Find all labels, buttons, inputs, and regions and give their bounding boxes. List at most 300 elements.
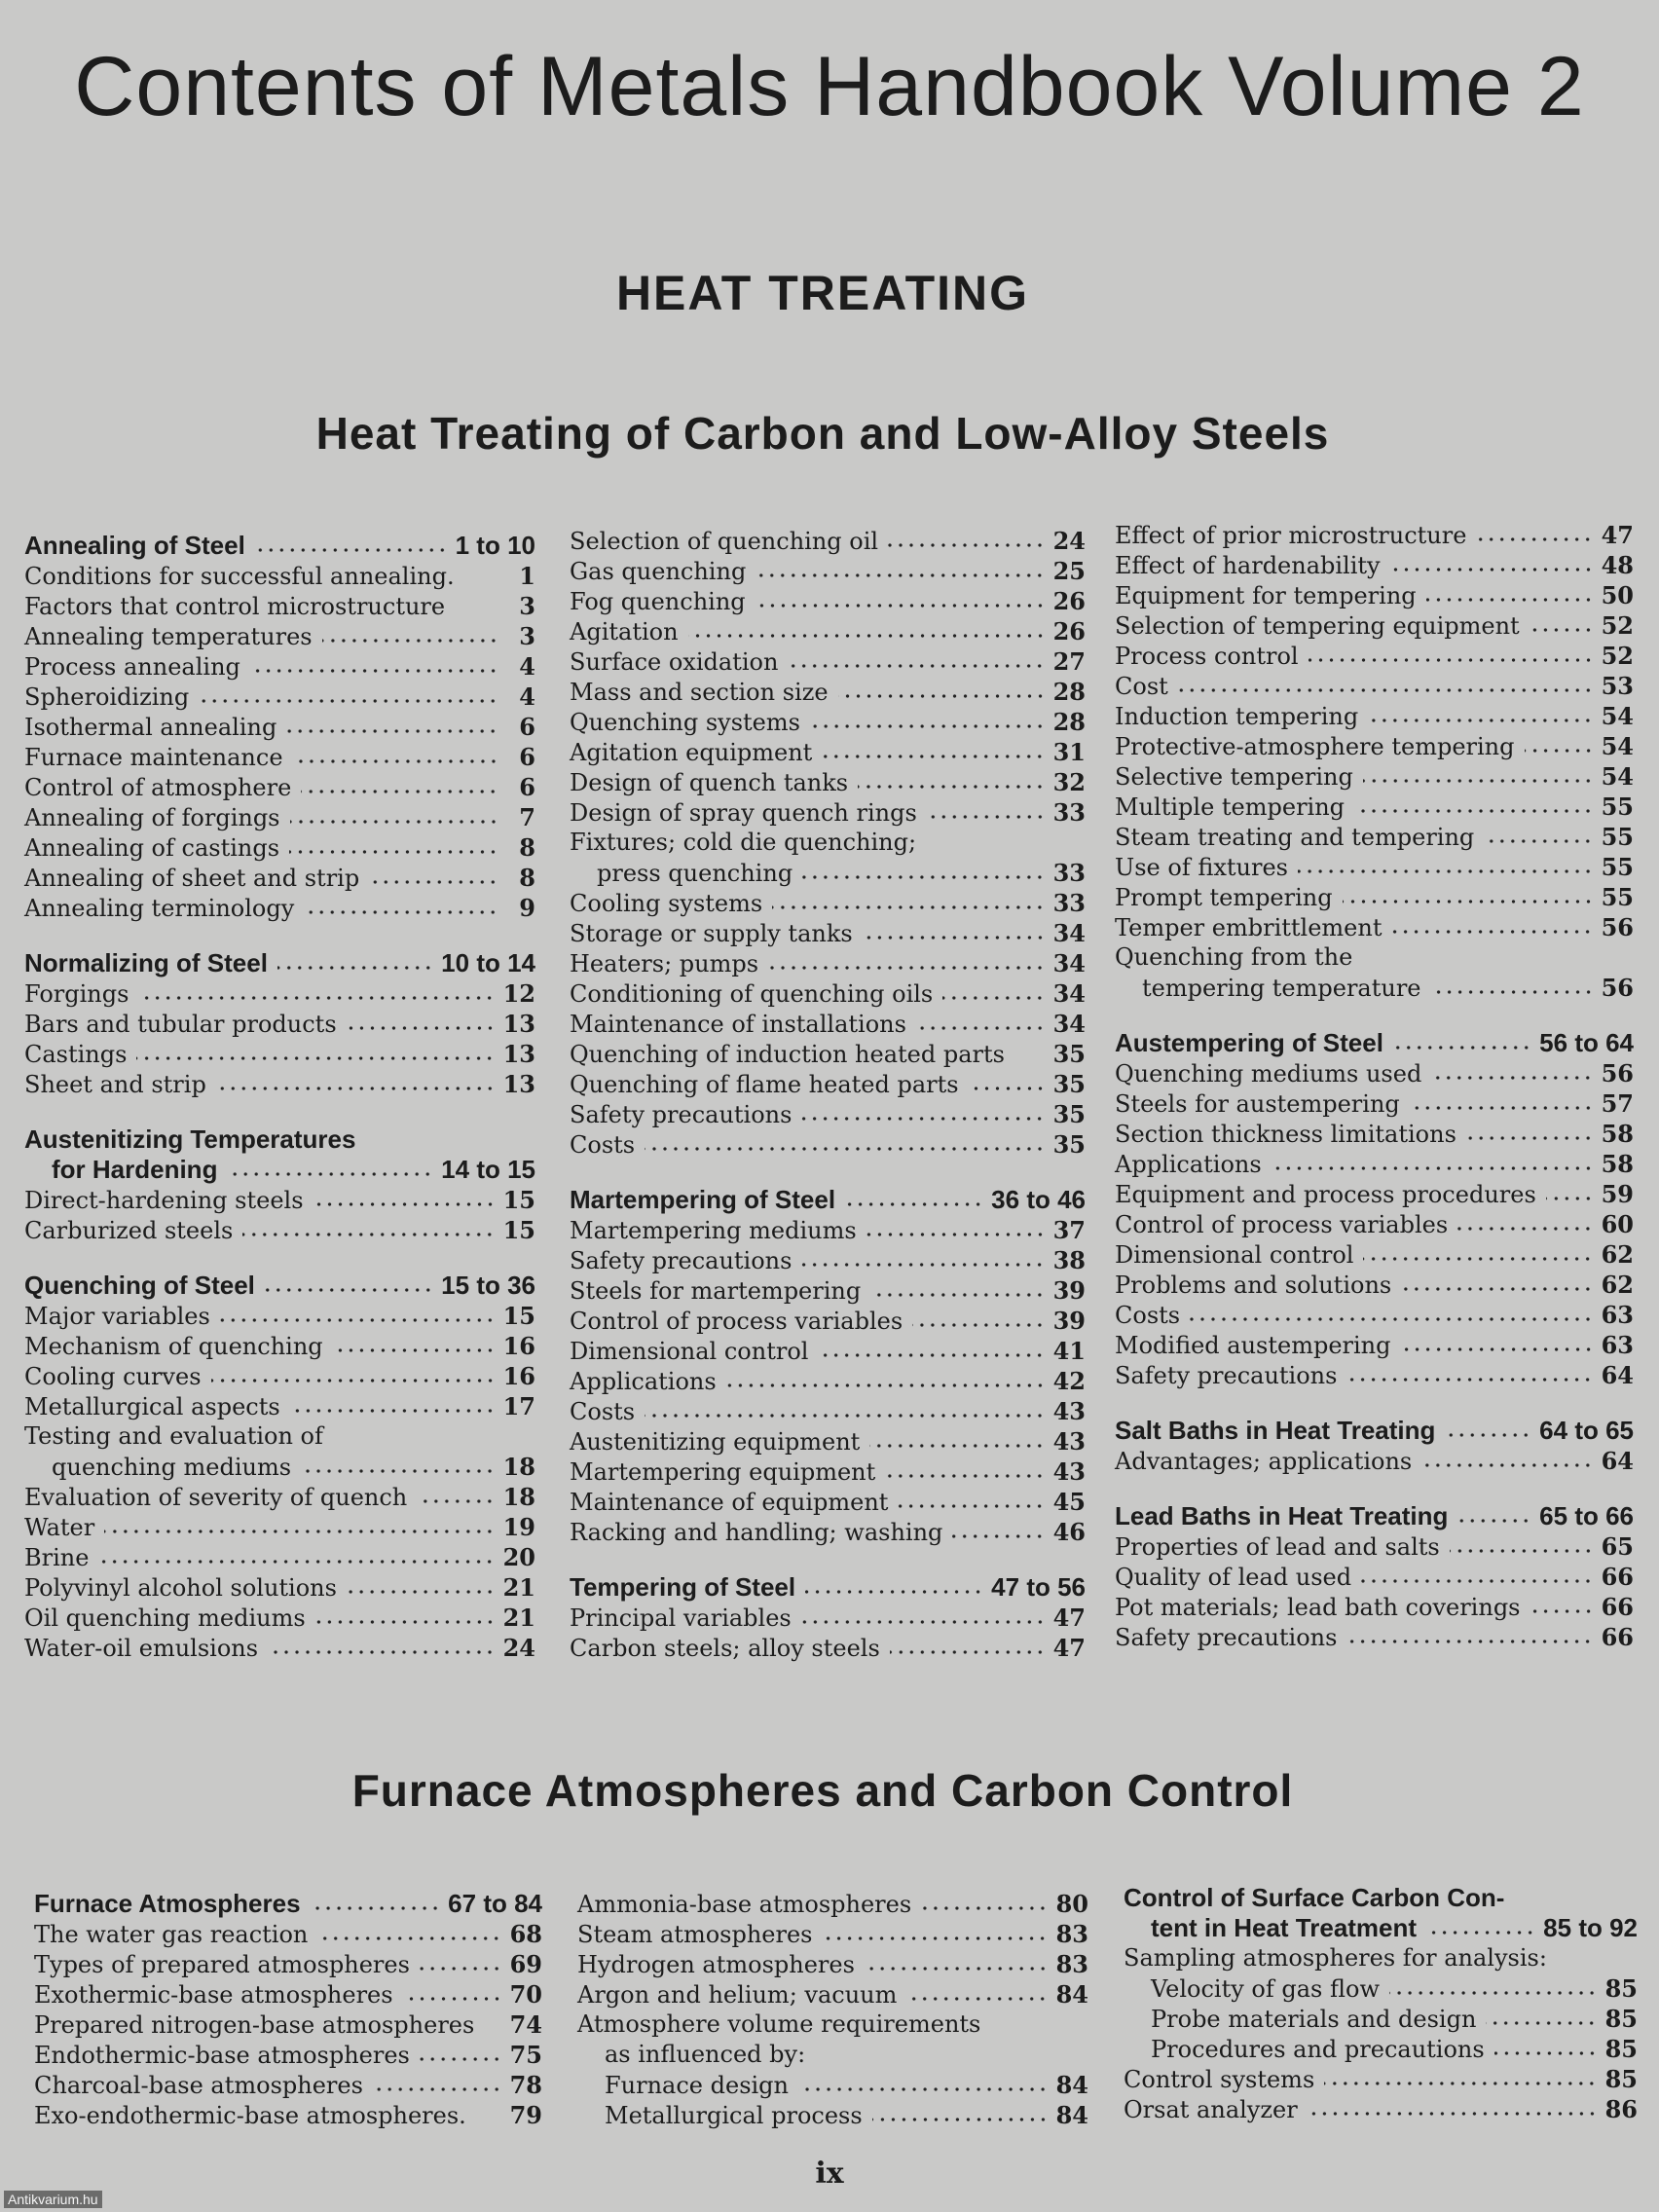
- dot-leader: [805, 1588, 983, 1596]
- dot-leader: [1368, 717, 1593, 724]
- dot-leader: [420, 1965, 502, 1972]
- page-ref: 39: [1052, 1307, 1086, 1335]
- page-ref: 1 to 10: [455, 531, 535, 560]
- toc-entry: [24, 1215, 535, 1245]
- entry-title: Control of process variables: [570, 1308, 903, 1335]
- dot-leader: [464, 576, 498, 584]
- page-ref: 6: [519, 773, 535, 801]
- page-ref: 47 to 56: [991, 1572, 1086, 1602]
- page-ref: 7: [519, 803, 535, 831]
- page-number: ix: [815, 2157, 844, 2191]
- page-ref: 20: [502, 1543, 535, 1571]
- page-ref: 24: [1052, 527, 1086, 555]
- toc-entry: [24, 1009, 535, 1039]
- dot-leader: [317, 1935, 501, 1942]
- entry-title: Martempering of Steel: [570, 1185, 836, 1214]
- dot-leader: [927, 813, 1046, 821]
- toc-entry: [1115, 1209, 1634, 1239]
- dot-leader: [942, 994, 1045, 1002]
- toc-column-1: [24, 531, 535, 1688]
- dot-leader: [1457, 1225, 1593, 1233]
- entry-title: Evaluation of severity of quench: [24, 1484, 408, 1511]
- toc-entry: [24, 1512, 535, 1542]
- entry-title: Fixtures; cold die quenching;: [570, 829, 917, 856]
- page-ref: 85: [1604, 1974, 1638, 2003]
- page-ref: 3: [519, 622, 535, 650]
- dot-leader: [138, 994, 495, 1002]
- toc-entry: [570, 1069, 1086, 1099]
- entry-title: Prompt tempering: [1115, 884, 1333, 911]
- dot-leader: [268, 1648, 496, 1656]
- entry-title: Quenching of Steel: [24, 1271, 255, 1300]
- entry-title: Control of process variables: [1115, 1211, 1449, 1238]
- entry-title: Exo-endothermic-base atmospheres.: [34, 2102, 466, 2129]
- entry-title: Dimensional control: [570, 1338, 809, 1365]
- page-ref: 65: [1601, 1532, 1634, 1561]
- dot-leader: [1014, 1054, 1046, 1062]
- entry-title: Isothermal annealing: [24, 714, 277, 741]
- toc-entry: [24, 1185, 535, 1215]
- entry-title: Austenitizing equipment: [570, 1428, 861, 1456]
- dot-leader: [888, 541, 1046, 549]
- dot-leader: [645, 1145, 1046, 1153]
- page-ref: 85: [1604, 2035, 1638, 2063]
- dot-leader: [822, 1935, 1048, 1942]
- entry-title: Safety precautions: [1115, 1362, 1338, 1389]
- page-ref: 52: [1601, 642, 1634, 670]
- entry-title: Equipment and process procedures: [1115, 1181, 1536, 1208]
- dot-leader: [1361, 1577, 1593, 1585]
- toc-group: [570, 526, 1086, 1160]
- entry-title: Quality of lead used: [1115, 1564, 1352, 1591]
- toc-entry: [570, 1336, 1086, 1366]
- toc-heading: [1124, 1913, 1638, 1943]
- dot-leader: [801, 1261, 1045, 1269]
- page-ref: 54: [1601, 732, 1634, 760]
- toc-entry: [570, 1426, 1086, 1456]
- page-ref: 28: [1052, 678, 1086, 706]
- toc-group: [24, 531, 535, 923]
- dot-leader: [1431, 988, 1594, 996]
- page-ref: 84: [1055, 2101, 1088, 2129]
- dot-leader: [1494, 2049, 1598, 2057]
- toc-entry: [34, 2040, 542, 2070]
- toc-entry: [570, 646, 1086, 677]
- dot-leader: [952, 1532, 1045, 1540]
- entry-title: Mass and section size: [570, 679, 829, 706]
- toc-entry: [24, 621, 535, 651]
- page-ref: 10 to 14: [441, 948, 535, 977]
- dot-leader: [1391, 928, 1593, 936]
- entry-title: Oil quenching mediums: [24, 1604, 306, 1632]
- toc-entry: [1115, 1149, 1634, 1179]
- toc-entry: [24, 742, 535, 772]
- entry-title: Pot materials; lead bath coverings: [1115, 1594, 1521, 1621]
- page-ref: 55: [1601, 853, 1634, 881]
- entry-title: Equipment for tempering: [1115, 582, 1417, 609]
- toc-entry: [577, 2100, 1088, 2130]
- toc-heading: [570, 1185, 1086, 1215]
- entry-title: Costs: [570, 1398, 636, 1425]
- entry-title: Safety precautions: [570, 1247, 793, 1274]
- entry-title: Ammonia-base atmospheres: [577, 1891, 912, 1918]
- toc-entry: [1115, 520, 1634, 550]
- entry-title: tent in Heat Treatment: [1151, 1913, 1418, 1942]
- page-ref: 35: [1052, 1040, 1086, 1068]
- entry-title: Annealing of sheet and strip: [24, 865, 360, 892]
- toc-entry: [570, 1366, 1086, 1396]
- entry-title: Orsat analyzer: [1124, 2096, 1298, 2123]
- dot-leader: [869, 1442, 1045, 1450]
- dot-leader: [417, 1497, 495, 1505]
- toc-entry: [577, 1919, 1088, 1949]
- dot-leader: [1457, 1517, 1531, 1525]
- toc-entry: [577, 2040, 1088, 2070]
- toc-entry: [570, 888, 1086, 918]
- toc-entry: [1124, 2064, 1638, 2094]
- entry-title: for Hardening: [52, 1155, 218, 1184]
- toc-entry: [24, 1542, 535, 1572]
- entry-title: Martempering mediums: [570, 1217, 857, 1244]
- page-ref: 74: [509, 2010, 542, 2039]
- page-ref: 15: [502, 1216, 535, 1244]
- toc-group: [1115, 520, 1634, 1003]
- page-ref: 14 to 15: [441, 1155, 535, 1184]
- entry-title: Carburized steels: [24, 1217, 234, 1244]
- entry-title: Design of quench tanks: [570, 769, 849, 796]
- toc-entry: [1124, 2034, 1638, 2064]
- dot-leader: [890, 1648, 1046, 1656]
- toc-entry: [1115, 852, 1634, 882]
- entry-title: Multiple tempering: [1115, 793, 1346, 821]
- dot-leader: [1431, 1074, 1593, 1082]
- dot-leader: [872, 2116, 1049, 2123]
- toc-group: [24, 1124, 535, 1245]
- dot-leader: [906, 1995, 1048, 2003]
- dot-leader: [484, 2025, 501, 2033]
- entry-title: Endothermic-base atmospheres: [34, 2042, 410, 2069]
- toc-entry: [1115, 1446, 1634, 1476]
- entry-title: Metallurgical process: [605, 2102, 863, 2129]
- toc-entry: [570, 918, 1086, 948]
- dot-leader: [921, 1904, 1048, 1912]
- page-ref: 84: [1055, 2071, 1088, 2099]
- toc-heading: [1115, 1416, 1634, 1446]
- entry-title: Maintenance of installations: [570, 1011, 906, 1038]
- page-ref: 24: [502, 1634, 535, 1662]
- entry-title: Control of atmosphere: [24, 774, 292, 801]
- toc-entry: [1115, 1270, 1634, 1300]
- page-ref: 75: [509, 2041, 542, 2069]
- page-ref: 45: [1052, 1488, 1086, 1516]
- page-ref: 16: [502, 1362, 535, 1390]
- entry-title: Agitation equipment: [570, 739, 813, 766]
- page-ref: 63: [1601, 1301, 1634, 1329]
- toc-entry: [24, 651, 535, 682]
- toc-entry: [24, 1039, 535, 1069]
- page-ref: 85: [1604, 2065, 1638, 2093]
- page-ref: 38: [1052, 1246, 1086, 1274]
- dot-leader: [293, 757, 498, 765]
- dot-leader: [1272, 1164, 1594, 1172]
- dot-leader: [858, 783, 1045, 791]
- page-ref: 43: [1052, 1457, 1086, 1486]
- toc-entry: [1115, 550, 1634, 580]
- entry-title: Martempering equipment: [570, 1458, 876, 1486]
- entry-title: Modified austempering: [1115, 1332, 1391, 1359]
- dot-leader: [1309, 656, 1594, 664]
- entry-title: Furnace Atmospheres: [34, 1889, 301, 1918]
- toc-group: [24, 948, 535, 1099]
- dot-leader: [286, 727, 498, 735]
- page-ref: 13: [502, 1010, 535, 1038]
- toc-entry: [570, 707, 1086, 737]
- page-ref: 36 to 46: [991, 1185, 1086, 1214]
- entry-title: Temper embrittlement: [1115, 914, 1382, 941]
- page-ref: 15: [502, 1186, 535, 1214]
- dot-leader: [870, 1291, 1045, 1299]
- page-ref: 57: [1601, 1089, 1634, 1118]
- toc-entry: [1115, 701, 1634, 731]
- toc-entry: [24, 561, 535, 591]
- entry-title: Steam treating and tempering: [1115, 824, 1475, 851]
- dot-leader: [801, 1618, 1046, 1626]
- entry-title: Lead Baths in Heat Treating: [1115, 1501, 1449, 1530]
- page-ref: 58: [1601, 1120, 1634, 1148]
- dot-leader: [1393, 1044, 1531, 1051]
- page-ref: 56: [1601, 974, 1634, 1002]
- entry-title: Annealing of castings: [24, 834, 280, 862]
- entry-title: Austempering of Steel: [1115, 1028, 1383, 1057]
- entry-title: Quenching of induction heated parts: [570, 1041, 1005, 1068]
- toc-entry: [24, 863, 535, 893]
- dot-leader: [810, 722, 1046, 730]
- page-ref: 66: [1601, 1623, 1634, 1651]
- dot-leader: [347, 1588, 496, 1596]
- dot-leader: [265, 1286, 433, 1294]
- entry-title: Design of spray quench rings: [570, 799, 917, 827]
- page-ref: 19: [502, 1513, 535, 1541]
- dot-leader: [290, 818, 499, 826]
- entry-title: Annealing temperatures: [24, 623, 313, 650]
- entry-title: Safety precautions: [1115, 1624, 1338, 1651]
- dot-leader: [916, 1024, 1046, 1032]
- entry-title: Bars and tubular products: [24, 1011, 337, 1038]
- entry-title: Selection of quenching oil: [570, 528, 879, 555]
- page-ref: 43: [1052, 1427, 1086, 1456]
- toc-entry: [34, 1949, 542, 1979]
- page-ref: 35: [1052, 1100, 1086, 1128]
- entry-title: Charcoal-base atmospheres: [34, 2072, 363, 2099]
- entry-title: Mechanism of quenching: [24, 1333, 323, 1360]
- entry-title: Carbon steels; alloy steels: [570, 1635, 880, 1662]
- toc-entry: [24, 832, 535, 863]
- dot-leader: [242, 1231, 495, 1238]
- toc-entry: [570, 1275, 1086, 1306]
- toc-entry: [1115, 1239, 1634, 1270]
- toc-entry: [570, 616, 1086, 646]
- page-ref: 12: [502, 979, 535, 1008]
- entry-title: Normalizing of Steel: [24, 948, 268, 977]
- page-ref: 32: [1052, 768, 1086, 796]
- entry-title: Direct-hardening steels: [24, 1187, 304, 1214]
- toc-entry: [570, 556, 1086, 586]
- page-ref: 21: [502, 1573, 535, 1602]
- toc-heading: [1124, 1883, 1638, 1913]
- dot-leader: [420, 2055, 502, 2063]
- entry-title: Cooling systems: [570, 890, 763, 917]
- page-ref: 83: [1055, 1950, 1088, 1978]
- toc-entry: [570, 1009, 1086, 1039]
- dot-leader: [1530, 626, 1594, 634]
- page-ref: 13: [502, 1040, 535, 1068]
- page-ref: 56: [1601, 913, 1634, 941]
- dot-leader: [912, 1321, 1045, 1329]
- toc-entry: [570, 586, 1086, 616]
- page-ref: 85 to 92: [1543, 1913, 1638, 1942]
- dot-leader: [756, 602, 1046, 609]
- toc-entry: [570, 1517, 1086, 1547]
- page-ref: 34: [1052, 1010, 1086, 1038]
- toc-entry: [570, 1215, 1086, 1245]
- toc-entry: [570, 677, 1086, 707]
- entry-title: Heaters; pumps: [570, 950, 759, 977]
- toc-entry: [24, 802, 535, 832]
- dot-leader: [688, 632, 1046, 640]
- toc-entry: [570, 1245, 1086, 1275]
- page-ref: 39: [1052, 1276, 1086, 1305]
- dot-leader: [1476, 535, 1593, 543]
- toc-entry: [34, 2009, 542, 2040]
- page-ref: 56 to 64: [1539, 1028, 1634, 1057]
- entry-title: Quenching systems: [570, 709, 800, 736]
- toc-entry: [1115, 1058, 1634, 1088]
- toc-entry: [24, 772, 535, 802]
- entry-title: Castings: [24, 1041, 128, 1068]
- page-ref: 28: [1052, 708, 1086, 736]
- toc-entry: [1115, 1119, 1634, 1149]
- dot-leader: [1401, 1285, 1593, 1293]
- toc-group: [1115, 1501, 1634, 1652]
- dot-leader: [1346, 1638, 1593, 1645]
- toc-entry: [1115, 761, 1634, 792]
- dot-leader: [802, 873, 1045, 881]
- entry-title: Water: [24, 1514, 95, 1541]
- toc-entry: [24, 1482, 535, 1512]
- dot-leader: [199, 697, 498, 705]
- entry-title: Selection of tempering equipment: [1115, 612, 1520, 640]
- page-ref: 55: [1601, 793, 1634, 821]
- toc-entry: [577, 2009, 1088, 2040]
- toc-entry: [1115, 641, 1634, 671]
- entry-title: Brine: [24, 1544, 90, 1571]
- dot-leader: [1190, 1315, 1594, 1323]
- page-ref: 48: [1601, 551, 1634, 579]
- page-ref: 8: [519, 833, 535, 862]
- dot-leader: [289, 848, 498, 856]
- toc-entry: [570, 1099, 1086, 1129]
- toc-entry: [1115, 912, 1634, 942]
- dot-leader: [1484, 837, 1593, 845]
- page-ref: 50: [1601, 581, 1634, 609]
- toc-entry: [570, 767, 1086, 797]
- toc-entry: [577, 1949, 1088, 1979]
- entry-title: Conditions for successful annealing.: [24, 563, 455, 590]
- toc-entry: [1115, 671, 1634, 701]
- entry-title: Steels for austempering: [1115, 1090, 1400, 1118]
- entry-title: Properties of lead and salts: [1115, 1533, 1440, 1561]
- dot-leader: [801, 1115, 1045, 1123]
- page-ref: 60: [1601, 1210, 1634, 1238]
- page-ref: 21: [502, 1604, 535, 1632]
- page-ref: 54: [1601, 762, 1634, 791]
- page-ref: 13: [502, 1070, 535, 1098]
- entry-title: Quenching mediums used: [1115, 1060, 1422, 1088]
- page-ref: 59: [1601, 1180, 1634, 1208]
- page-ref: 9: [519, 894, 535, 922]
- page-ref: 79: [509, 2101, 542, 2129]
- entry-title: Dimensional control: [1115, 1241, 1354, 1269]
- toc-entry: [24, 1361, 535, 1391]
- toc-group: [1115, 1416, 1634, 1476]
- dot-leader: [216, 1085, 496, 1092]
- dot-leader: [403, 1995, 502, 2003]
- page-ref: 25: [1052, 557, 1086, 585]
- entry-title: Cooling curves: [24, 1363, 202, 1390]
- page-ref: 66: [1601, 1563, 1634, 1591]
- page-ref: 27: [1052, 647, 1086, 676]
- toc-entry: [24, 1633, 535, 1663]
- toc-entry: [1124, 2004, 1638, 2034]
- toc-heading: [24, 1155, 535, 1185]
- toc-entry: [1115, 1622, 1634, 1652]
- page-title: Contents of Metals Handbook Volume 2: [74, 40, 1585, 133]
- dot-leader: [838, 692, 1046, 700]
- entry-title: Factors that control microstructure: [24, 593, 446, 620]
- toc-entry: [24, 712, 535, 742]
- entry-title: as influenced by:: [605, 2041, 806, 2068]
- toc-entry: [24, 591, 535, 621]
- toc-entry: [570, 1603, 1086, 1633]
- toc-entry: [34, 1919, 542, 1949]
- dot-leader: [1308, 2110, 1598, 2118]
- toc-entry: [24, 1391, 535, 1421]
- toc-group: [1124, 1883, 1638, 2124]
- entry-title: Sheet and strip: [24, 1071, 206, 1098]
- dot-leader: [756, 571, 1045, 579]
- page-ref: 17: [502, 1392, 535, 1420]
- entry-title: Surface oxidation: [570, 648, 779, 676]
- page-ref: 58: [1601, 1150, 1634, 1178]
- page-ref: 15 to 36: [441, 1271, 535, 1300]
- dot-leader: [304, 908, 498, 916]
- entry-title: Storage or supply tanks: [570, 920, 853, 947]
- page-ref: 64: [1601, 1447, 1634, 1475]
- toc-entry: [1124, 2094, 1638, 2124]
- toc-heading: [24, 531, 535, 561]
- page-ref: 35: [1052, 1070, 1086, 1098]
- entry-title: Tempering of Steel: [570, 1572, 796, 1602]
- entry-title: Effect of prior microstructure: [1115, 522, 1467, 549]
- dot-leader: [1346, 1376, 1593, 1383]
- dot-leader: [1298, 867, 1594, 875]
- entry-title: Prepared nitrogen-base atmospheres: [34, 2011, 475, 2039]
- entry-title: Types of prepared atmospheres: [34, 1951, 410, 1978]
- toc-entry: [1115, 792, 1634, 822]
- page-ref: 33: [1052, 859, 1086, 887]
- dot-leader: [322, 637, 498, 645]
- dot-leader: [369, 878, 498, 886]
